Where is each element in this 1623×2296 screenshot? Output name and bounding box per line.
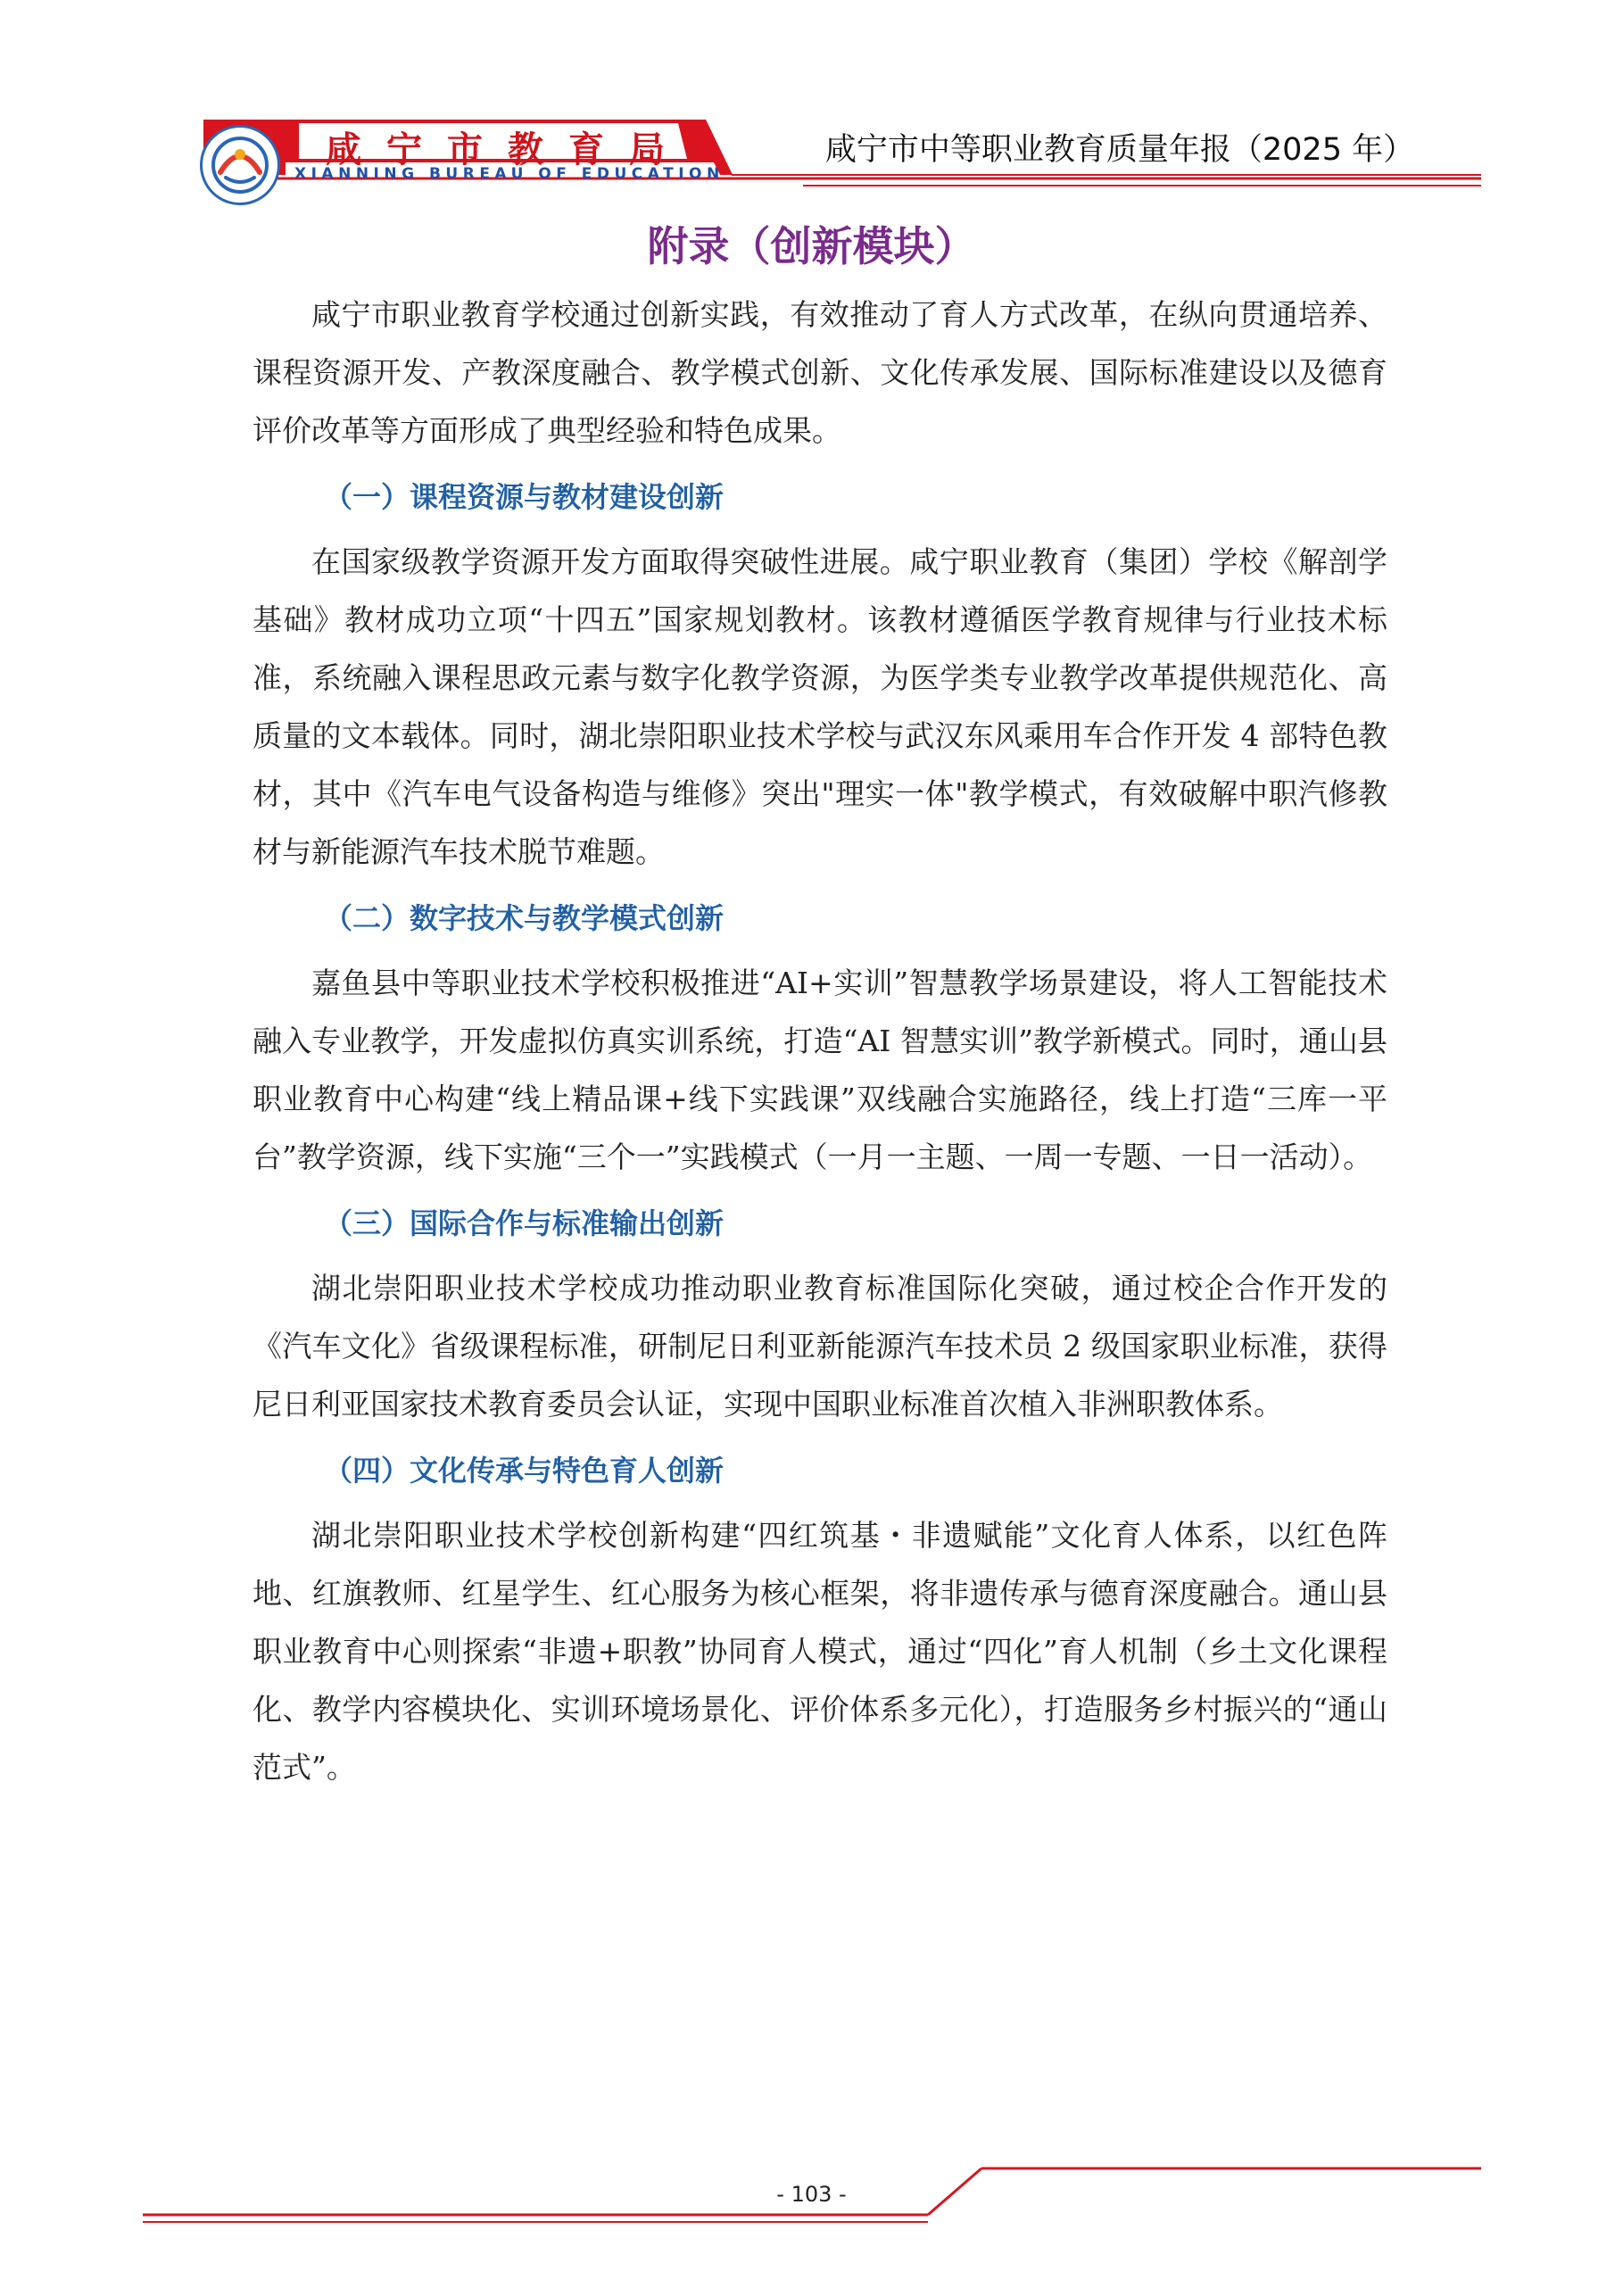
bureau-logo — [200, 125, 280, 205]
section-body: 在国家级教学资源开发方面取得突破性进展。咸宁职业教育（集团）学校《解剖学基础》教材成功立项“十四五”国家规划教材。该教材遵循医学教育规律与行业技术标准，系统融入课程思政元素与数字化教学资源，为医学类专业教学改革提供规范化、高质量的文本载体。同时，湖北崇阳职业技术学校与武汉东风乘用车合作开发 4 部特色教材，其中《汽车电气设备构造与维修》突出"理实一体"教学模式，有效破解中职汽修教材与新能源汽车技术脱节难题。 — [253, 544, 1387, 869]
main-content — [253, 286, 1387, 1796]
footer-decoration — [0, 2159, 1623, 2258]
section-body: 湖北崇阳职业技术学校创新构建“四红筑基・非遗赋能”文化育人体系，以红色阵地、红旗教师、红星学生、红心服务为核心框架，将非遗传承与德育深度融合。通山县职业教育中心则探索“非遗+职教”协同育人模式，通过“四化”育人机制（乡土文化课程化、教学内容模块化、实训环境场景化、评价体系多元化），打造服务乡村振兴的“通山范式”。 — [253, 1518, 1387, 1785]
section-body: 湖北崇阳职业技术学校成功推动职业教育标准国际化突破，通过校企合作开发的《汽车文化》省级课程标准，研制尼日利亚新能源汽车技术员 2 级国家职业标准，获得尼日利亚国家技术教育委员会认证，实现中国职业标准首次植入非洲职教体系。 — [253, 1271, 1387, 1422]
section-body: 嘉鱼县中等职业技术学校积极推进“AI+实训”智慧教学场景建设，将人工智能技术融入专业教学，开发虚拟仿真实训系统，打造“AI 智慧实训”教学新模式。同时，通山县职业教育中心构建“线上精品课+线下实践课”双线融合实施路径，线上打造“三库一平台”教学资源，线下实施“三个一”实践模式（一月一主题、一周一专题、一日一活动）。 — [253, 966, 1387, 1174]
bureau-logo-icon — [203, 128, 277, 203]
page-number: - 103 - — [776, 2182, 847, 2207]
report-title: 咸宁市中等职业教育质量年报（2025 年） — [824, 132, 1415, 168]
intro-paragraph: 咸宁市职业教育学校通过创新实践，有效推动了育人方式改革，在纵向贯通培养、课程资源开发、产教深度融合、教学模式创新、文化传承发展、国际标准建设以及德育评价改革等方面形成了典型经验和特色成果。 — [253, 297, 1387, 448]
org-name-cn: 咸宁市教育局 — [326, 128, 690, 170]
org-name-en: XIANNING BUREAU OF EDUCATION — [294, 165, 725, 183]
section-heading: （二）数字技术与教学模式创新 — [324, 901, 725, 935]
page-footer — [0, 2159, 1623, 2258]
section-heading: （三）国际合作与标准输出创新 — [324, 1206, 725, 1240]
page-header — [0, 0, 1623, 214]
section-heading: （一）课程资源与教材建设创新 — [324, 480, 725, 514]
page-title: 附录（创新模块） — [647, 222, 976, 270]
section-heading: （四）文化传承与特色育人创新 — [324, 1454, 725, 1488]
